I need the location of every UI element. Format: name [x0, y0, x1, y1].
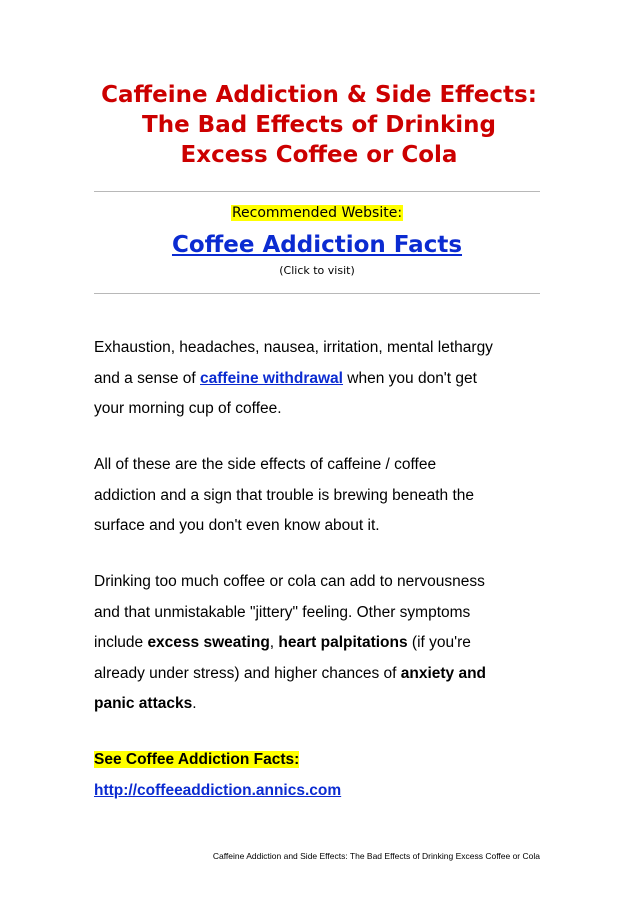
caffeine-withdrawal-link[interactable]: caffeine withdrawal	[200, 369, 343, 387]
see-more-url-row	[94, 776, 554, 807]
see-more-label-row	[94, 745, 554, 776]
paragraph-withdrawal	[94, 333, 554, 425]
paragraph-symptoms	[94, 567, 554, 720]
text-fragment: and a sense of	[94, 369, 200, 387]
title-line-2: The Bad Effects of Drinking	[142, 112, 496, 138]
text-fragment: .	[192, 695, 197, 712]
excess-sweating-emphasis: excess sweating	[147, 634, 270, 651]
paragraph-line	[94, 659, 554, 690]
paragraph-line: surface and you don't even know about it.	[94, 517, 380, 534]
anxiety-emphasis: anxiety and	[400, 664, 487, 682]
text-fragment: (if you're	[407, 634, 471, 651]
text-fragment: ,	[269, 634, 279, 651]
text-fragment: already under stress) and higher chances of	[94, 664, 401, 682]
recommended-label-row	[94, 203, 540, 223]
paragraph-line: and that unmistakable "jittery" feeling. Other symptoms	[94, 603, 471, 621]
paragraph-line: All of these are the side effects of caffeine / coffee	[94, 456, 437, 473]
coffeeaddiction-url-link[interactable]: http://coffeeaddiction.annics.com	[94, 781, 342, 799]
recommended-link-row	[94, 228, 540, 262]
see-more-label: See Coffee Addiction Facts:	[94, 751, 300, 768]
paragraph-line	[94, 628, 554, 659]
text-fragment: include	[94, 634, 148, 651]
title-line-1: Caffeine Addiction & Side Effects:	[101, 82, 537, 108]
click-to-visit-note: (Click to visit)	[279, 264, 355, 277]
panic-attacks-emphasis: panic attacks	[94, 695, 193, 712]
coffee-addiction-facts-link[interactable]: Coffee Addiction Facts	[171, 232, 463, 258]
paragraph-line: addiction and a sign that trouble is brewing beneath the	[94, 486, 475, 504]
paragraph-line	[94, 689, 554, 720]
heart-palpitations-emphasis: heart palpitations	[278, 634, 408, 651]
paragraph-line: Exhaustion, headaches, nausea, irritation, mental lethargy	[94, 339, 493, 356]
see-more-block	[94, 745, 554, 806]
paragraph-line	[94, 364, 554, 395]
recommended-label: Recommended Website:	[231, 205, 403, 221]
page-title	[80, 80, 558, 170]
title-line-3: Excess Coffee or Cola	[180, 142, 458, 168]
paragraph-side-effects	[94, 450, 554, 542]
paragraph-line: Drinking too much coffee or cola can add to nervousness	[94, 573, 485, 590]
text-fragment: when you don't get	[342, 369, 477, 387]
page-footer: Caffeine Addiction and Side Effects: The Bad Effects of Drinking Excess Coffee or Cola	[212, 851, 540, 861]
paragraph-line: your morning cup of coffee.	[94, 400, 282, 417]
bottom-divider	[94, 293, 540, 294]
top-divider	[94, 191, 540, 192]
